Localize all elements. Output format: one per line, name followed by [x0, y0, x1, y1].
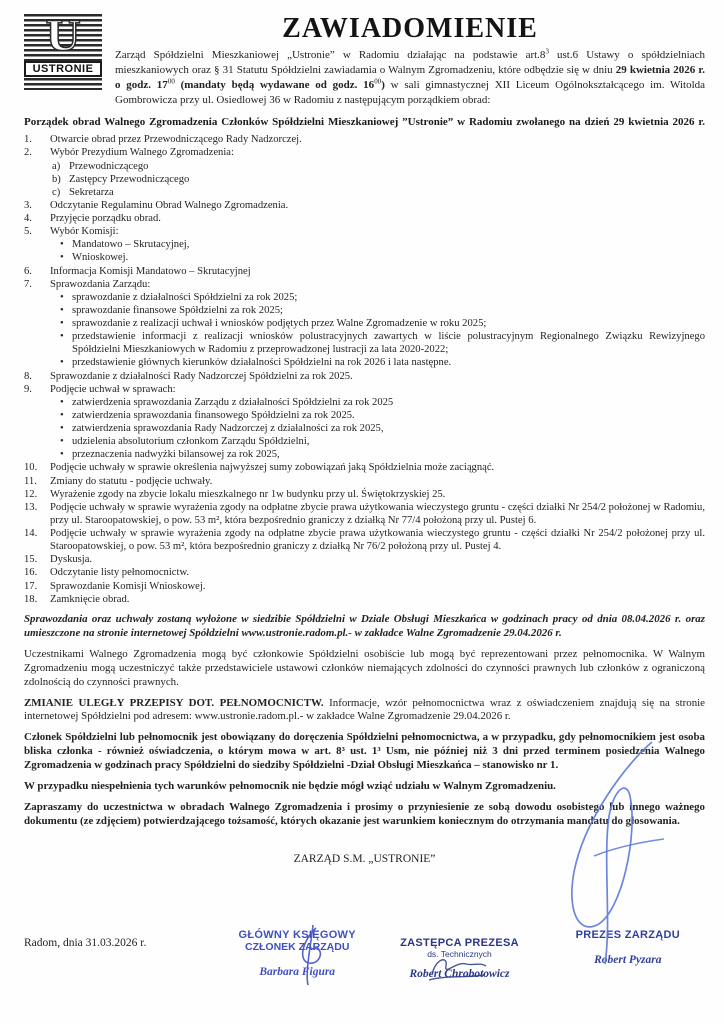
stamp-name: Robert Chrobotowicz — [409, 968, 510, 981]
paragraph-proxy-delivery: Członek Spółdzielni lub pełnomocnik jest obowiązany do doręczenia Spółdzielni pełnomocnictwa, a w przypadku, gdy pełnomocnikiem jest osoba bliska członka - również oświadczenia, o którym mowa w art. 8³ ust. 1³ Usm, nie później niż 3 dni przed terminem posiedzenia Walnego Zgromadzenia w godzinach pracy Spółdzielni do siedziby Spółdzielni -Dział Obsługi Mieszkańca – stanowisko nr 1. — [24, 731, 705, 772]
stamp-president — [551, 929, 705, 980]
stamp-name: Barbara Figura — [259, 966, 336, 979]
agenda-bullet-item: • sprawozdanie z działalności Spółdzielni za rok 2025; — [60, 291, 298, 303]
agenda-item: 5. Wybór Komisji: — [24, 226, 119, 238]
agenda-item: 13. Podjęcie uchwały w sprawie wyrażenia zgody na odpłatne zbycie prawa użytkowania wieczystego gruntu - części działki Nr 254/2 położonej w Radomiu, przy ul. Staroopatowskiej, o pow. 53 m², która bezpośrednio graniczy z działką Nr 77/4 położoną przy ul. Pustej 6. — [24, 501, 705, 526]
agenda-bullet-item: • zatwierdzenia sprawozdania Zarządu z działalności Spółdzielni za rok 2025 — [60, 396, 394, 408]
header-text-column — [115, 14, 705, 108]
agenda-item: 6. Informacja Komisji Mandatowo – Skrutacyjnej — [24, 265, 251, 277]
stamp-title: GŁÓWNY KSIĘGOWY — [238, 929, 356, 942]
paragraph-proxy-warning: W przypadku niespełnienia tych warunków pełnomocnik nie będzie mógł wziąć udziału w Walnym Zgromadzeniu. — [24, 780, 556, 793]
agenda-subitem: c) Sekretarza — [52, 186, 114, 198]
agenda-item: 15. Dyskusja. — [24, 554, 93, 566]
agenda-bullet-item: • zatwierdzenia sprawozdania finansowego Spółdzielni za rok 2025. — [60, 409, 355, 421]
agenda-list — [24, 133, 705, 606]
stamp-title: ZASTĘPCA PREZESA — [400, 937, 519, 950]
agenda-bullet-item: • przedstawienie głównych kierunków działalności Spółdzielni na rok 2026 i lata następne. — [60, 357, 452, 369]
stamp-deputy-president — [392, 937, 526, 980]
page-title: ZAWIADOMIENIE — [282, 13, 538, 44]
agenda-item: 3. Odczytanie Regulaminu Obrad Walnego Zgromadzenia. — [24, 199, 289, 211]
agenda-item: 9. Podjęcie uchwał w sprawach: — [24, 383, 176, 395]
paragraph-participants: Uczestnikami Walnego Zgromadzenia mogą być członkowie Spółdzielni osobiście lub mogą być reprezentowani przez pełnomocnika. W Walnym Zgromadzeniu mogą uczestniczyć także przedstawiciele ustawowi członków niemających zdolności do czynności prawnych lub członków z ograniczoną zdolnością do czynności prawnych. — [24, 647, 705, 688]
agenda-bullet-item: • Mandatowo – Skrutacyjnej, — [60, 239, 190, 251]
stamp-title: PREZES ZARZĄDU — [575, 929, 681, 942]
board-signoff: ZARZĄD S.M. „USTRONIE” — [293, 853, 436, 866]
stamp-subtitle: ds. Technicznych — [427, 949, 492, 960]
agenda-item: 1. Otwarcie obrad przez Przewodniczącego Rady Nadzorczej. — [24, 134, 302, 146]
agenda-bullet-item: • zatwierdzenia sprawozdania Rady Nadzorczej z działalności za rok 2025, — [60, 423, 384, 434]
logo-stripes-bottom-icon — [24, 78, 102, 90]
agenda-bullet-item: • sprawozdanie z realizacji uchwał i wniosków podjętych przez Walne Zgromadzenie w roku 2025; — [60, 318, 487, 329]
agenda-item: 12. Wyrażenie zgody na zbycie lokalu mieszkalnego nr 1w budynku przy ul. Świętokrzyskiej 25. — [24, 488, 446, 500]
agenda-item: 17. Sprawozdanie Komisji Wnioskowej. — [24, 580, 206, 592]
logo-u-letter: U — [45, 12, 81, 60]
agenda-subitem: b) Zastępcy Przewodniczącego — [52, 173, 190, 185]
logo-name: USTRONIE — [24, 61, 102, 77]
paragraph-invitation: Zapraszamy do uczestnictwa w obradach Walnego Zgromadzenia i prosimy o przyniesienie ze sobą dowodu osobistego lub innego ważnego dokumentu (ze zdjęciem) potwierdzającego tożsamość, których okazanie jest warunkiem koniecznym do otrzymania mandatu do głosowania. — [24, 801, 705, 828]
agenda-item: 7. Sprawozdania Zarządu: — [24, 278, 151, 290]
intro-paragraph: Zarząd Spółdzielni Mieszkaniowej „Ustronie” w Radomiu działając na podstawie $art.8^3$ ust.6 Ustawy o spółdzielniach mieszkaniowych oraz § 31 Statutu Spółdzielni zawiadamia o Walnym Zgromadzeniu, które odbędzie się w dniu 29 kwietnia 2026 r. o godz. $17^{00}$ (mandaty będą wydawane od godz. $16^{00}$) w sali gimnastycznej XII Liceum Ogólnokształcącego im. Witolda Gombrowicza przy ul. Osiedlowej 36 w Radomiu z następującym porządkiem obrad: — [115, 47, 706, 107]
agenda-item: 10. Podjęcie uchwały w sprawie określenia najwyższej sumy zobowiązań jaką Spółdzielnia może zaciągnąć. — [24, 462, 495, 474]
agenda-item: 11. Zmiany do statutu - podjęcie uchwały. — [24, 475, 213, 487]
date-line: Radom, dnia 31.03.2026 r. — [24, 937, 147, 950]
agenda-bullet-item: • sprawozdanie finansowe Spółdzielni za rok 2025; — [60, 304, 283, 316]
document-header — [24, 14, 705, 108]
stamp-name: Robert Pyzara — [594, 954, 662, 967]
paragraph-reports-available: Sprawozdania oraz uchwały zostaną wyłożone w siedzibie Spółdzielni w Dziale Obsługi Mieszkańca w godzinach pracy od dnia 08.04.2026 r. oraz umieszczone na stronie internetowej Spółdzielni www.ustronie.radom.pl.- w zakładce Walne Zgromadzenie 29.04.2026 r. — [24, 612, 705, 639]
agenda-bullet-item: • przeznaczenia nadwyżki bilansowej za rok 2025, — [60, 449, 280, 461]
stamp-subtitle: CZŁONEK ZARZĄDU — [245, 941, 350, 954]
agenda-item: 8. Sprawozdanie z działalności Rady Nadzorczej Spółdzielni za rok 2025. — [24, 370, 353, 382]
agenda-bullet-item: • Wnioskowej. — [60, 252, 129, 264]
ustronie-logo — [24, 14, 102, 108]
agenda-subitem: a) Przewodniczącego — [52, 160, 149, 172]
signature-row — [24, 911, 705, 980]
logo-stripes-icon — [24, 14, 102, 61]
agenda-item: 14. Podjęcie uchwały w sprawie wyrażenia zgody na odpłatne zbycie prawa użytkowania wieczystego gruntu - części działki Nr 254/2 położonej przy ul. Staroopatowskiej, o pow. 53 m², która bezpośrednio graniczy z działką Nr 76/2 położoną przy ul. Pustej 4. — [24, 528, 705, 553]
agenda-item: 4. Przyjęcie porządku obrad. — [24, 213, 161, 224]
agenda-item: 2. Wybór Prezydium Walnego Zgromadzenia: — [24, 147, 234, 159]
agenda-bullet-item: • udzielenia absolutorium członkom Zarządu Spółdzielni, — [60, 436, 310, 448]
paragraph-proxy-rules: ZMIANIE ULEGŁY PRZEPISY DOT. PEŁNOMOCNICTW. Informacje, wzór pełnomocnictwa wraz z oświadczeniem znajdują się na stronie internetowej Spółdzielni pod adresem: www.ustronie.radom.pl.- w zakładce Walne Zgromadzenie 29.04.2026 r. — [24, 696, 706, 723]
agenda-heading: Porządek obrad Walnego Zgromadzenia Członków Spółdzielni Mieszkaniowej ”Ustronie” w Radomiu zwołanego na dzień 29 kwietnia 2026 r. — [24, 116, 705, 129]
stamp-chief-accountant — [220, 929, 374, 980]
agenda-item: 16. Odczytanie listy pełnomocnictw. — [24, 567, 190, 579]
agenda-item: 18. Zamknięcie obrad. — [24, 593, 130, 605]
agenda-bullet-item: • przedstawienie informacji z realizacji wniosków polustracyjnych zawartych w liście polustracyjnym Regionalnego Związku Rewizyjnego Spółdzielni Mieszkaniowych w Radomiu z przeprowadzonej lustracji za lata 2020-2022; — [60, 331, 705, 356]
